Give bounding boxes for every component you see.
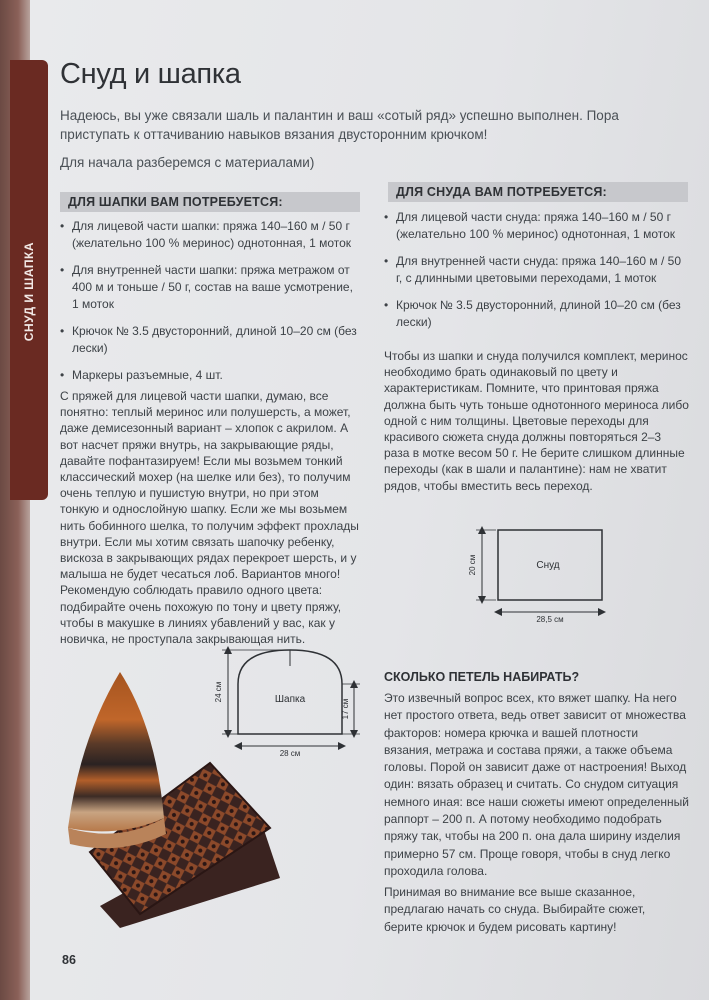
page-number: 86: [62, 953, 76, 967]
list-item: • Для лицевой части шапки: пряжа 140–160 м / 50 г (желательно 100 % меринос) однотонная, 1 моток: [60, 218, 360, 252]
snood-diagram: [460, 520, 620, 625]
snood-requirements-header: ДЛЯ СНУДА ВАМ ПОТРЕБУЕТСЯ:: [388, 182, 688, 202]
intro-paragraph-2: Для начала разберемся с материалами): [60, 155, 315, 170]
list-item: • Для внутренней части снуда: пряжа 140–160 м / 50 г, с длинными цветовыми переходами, 1 моток: [384, 253, 689, 287]
page-title: Снуд и шапка: [60, 58, 241, 90]
snood-height-label: 20 см: [468, 554, 477, 576]
snood-yarn-text: Чтобы из шапки и снуда получился комплект, меринос необходимо брать одинаковый по цвету и характеристикам. Помните, что принтовая пряжа должна быть чуть тоньше однотонного мериноса либо одной с ним толщины. Цветовые переходы для красивого сюжета снуда должны повторяться 2–3 раза в мотке весом 50 г. Не берите слишком длинные переходы (как в шали и палантине): нам не хватит рядов, чтобы вместить весь переход.: [384, 349, 689, 493]
list-item: • Крючок № 3.5 двусторонний, длиной 10–20 см (без лески): [60, 323, 360, 357]
intro-paragraph: Надеюсь, вы уже связали шаль и палантин и ваш «сотый ряд» успешно выполнен. Пора приступать к оттачиванию навыков вязания двусторонним крючком!: [60, 108, 619, 142]
chapter-tab-label: СНУД И ШАПКА: [22, 242, 36, 342]
how-many-stitches-text: Это извечный вопрос всех, кто вяжет шапку. На него нет простого ответа, ведь ответ зависит от множества факторов: номера крючка и вашей плотности вязания, метража и состава пряжи, а также объема головы. Порой он зависит даже от настроения! Выход один: вязать образец и считать. Со снудом ситуация немного иная: все наши сюжеты имеют определенный раппорт – 200 п. А потому необходимо подобрать пряжу так, чтобы на 200 п. она дала ширину изделия примерно 57 см. Проще говоря, чтобы в снуд легко проходила голова.: [384, 691, 689, 878]
hat-width-label: 28 см: [279, 749, 301, 758]
hat-requirements-list: [60, 218, 360, 394]
how-many-stitches-header: СКОЛЬКО ПЕТЕЛЬ НАБИРАТЬ?: [384, 670, 580, 684]
hat-yarn-text: С пряжей для лицевой части шапки, думаю, все понятно: теплый меринос или полушерсть, а может, даже демисезонный вариант – хлопок с акрилом. А вот насчет пряжи внутрь, на закрывающие ряды, давайте пофантазируем! Если мы возьмем тонкий классический мохер (на шелке или без), то получим очень теплую и пушистую внутри, но при этом тонкую и однослойную шапку. Если же мы возьмем нить бобинного шелка, то получим эффект прохлады внутри. Если мы хотим связать шапочку ребенку, вискоза в закрывающих рядах перекроет шерсть, и у малыша не будет чесаться лоб. Вариантов много! Рекомендую соблюдать правило одного цвета: подбирайте очень похожую по тону и цвету пряжу, чтобы в макушке в линиях убавлений у вас, как у новичка, не проступала закрывающая нить.: [60, 389, 359, 647]
list-item: • Для внутренней части шапки: пряжа метражом от 400 м и тоньше / 50 г, состав на ваше усмотрение, 1 моток: [60, 262, 360, 313]
hat-label: Шапка: [274, 694, 306, 705]
list-item: • Крючок № 3.5 двусторонний, длиной 10–20 см (без лески): [384, 297, 689, 331]
hat-height-label: 24 см: [214, 681, 223, 703]
snood-requirements-list: [384, 209, 689, 341]
hat-and-snood-photo: [60, 668, 280, 928]
list-item: • Для лицевой части снуда: пряжа 140–160 м / 50 г (желательно 100 % меринос) однотонная, 1 моток: [384, 209, 689, 243]
closing-paragraph: Принимая во внимание все выше сказанное, предлагаю начать со снуда. Выбирайте сюжет, берите крючок и будем рисовать картину!: [384, 885, 646, 934]
hat-requirements-header: ДЛЯ ШАПКИ ВАМ ПОТРЕБУЕТСЯ:: [60, 192, 360, 212]
snood-label: Снуд: [536, 560, 560, 571]
hat-photo: [68, 672, 164, 831]
hat-side-label: 17 см: [341, 698, 350, 720]
list-item: • Маркеры разъемные, 4 шт.: [60, 367, 360, 384]
snood-width-label: 28,5 см: [536, 615, 564, 624]
